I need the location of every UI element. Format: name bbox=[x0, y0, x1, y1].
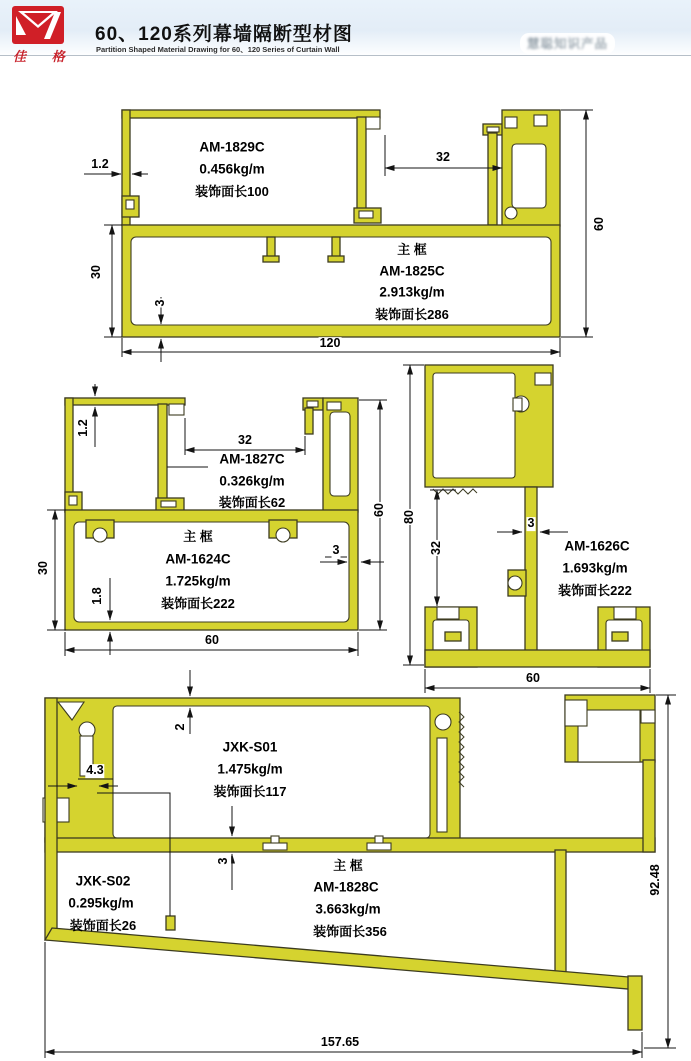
profile-web bbox=[525, 487, 537, 652]
profile-notch bbox=[535, 373, 551, 385]
profile-role: 主 框 bbox=[333, 857, 363, 873]
dim-text: 3 bbox=[527, 516, 535, 531]
profile-bottom-wall bbox=[628, 976, 642, 1030]
dim-text: 60 bbox=[205, 633, 219, 648]
dim-text: 60 bbox=[526, 671, 540, 686]
profile-notch bbox=[367, 843, 391, 850]
drawing-60-series bbox=[47, 384, 387, 656]
profile-notch bbox=[437, 607, 459, 619]
profile-notch bbox=[276, 528, 290, 542]
main-frame-cavity bbox=[131, 237, 551, 325]
dim-text: 32 bbox=[429, 541, 444, 555]
profile-tab-foot bbox=[328, 256, 344, 262]
profile-model: JXK-S01 bbox=[222, 739, 278, 755]
profile-hook-notch bbox=[565, 700, 587, 726]
profile-clip-leg bbox=[488, 133, 497, 225]
profile-weight: 1.475kg/m bbox=[217, 761, 283, 777]
profile-model: AM-1828C bbox=[313, 879, 379, 895]
profile-notch bbox=[505, 117, 517, 128]
profile-wall bbox=[158, 404, 167, 505]
profile-notch bbox=[307, 401, 318, 407]
watermark-text: 慧聪知识产品 bbox=[527, 37, 609, 51]
profile-model: AM-1825C bbox=[379, 263, 445, 279]
profile-tab bbox=[166, 916, 175, 930]
profile-weight: 1.693kg/m bbox=[562, 560, 628, 576]
page-title: 60、120系列幕墙隔断型材图 bbox=[95, 24, 353, 45]
profile-notch bbox=[359, 211, 373, 218]
profile-notch bbox=[126, 200, 134, 209]
profile-slot bbox=[330, 412, 350, 496]
profile-weight: 0.326kg/m bbox=[219, 473, 285, 489]
profile-notch bbox=[69, 496, 77, 505]
profile-face: 装饰面长286 bbox=[375, 306, 449, 322]
dim-text: 30 bbox=[36, 561, 51, 575]
profile-top-bar bbox=[122, 110, 380, 118]
profile-hook-notch bbox=[508, 576, 522, 590]
dim-text: 80 bbox=[402, 510, 417, 524]
profile-hook bbox=[445, 632, 461, 641]
dim-text: 1.2 bbox=[91, 157, 109, 172]
profile-web bbox=[555, 850, 566, 972]
dim-text: 2 bbox=[173, 723, 188, 731]
profile-hook-notch bbox=[435, 714, 451, 730]
dim-text: 3 bbox=[332, 543, 340, 558]
dim-text: 157.65 bbox=[320, 1035, 360, 1050]
profile-tab-foot bbox=[263, 256, 279, 262]
profile-weight: 2.913kg/m bbox=[379, 284, 445, 300]
profile-notch bbox=[263, 843, 287, 850]
dim-text: 30 bbox=[89, 265, 104, 279]
profile-model: AM-1624C bbox=[165, 551, 231, 567]
profile-role: 主 框 bbox=[183, 528, 213, 544]
profile-notch bbox=[161, 501, 176, 507]
profile-hook bbox=[612, 632, 628, 641]
profile-notch bbox=[641, 710, 655, 723]
profile-face: 装饰面长222 bbox=[558, 582, 632, 598]
profile-notch bbox=[327, 402, 341, 410]
profile-weight: 0.456kg/m bbox=[199, 161, 265, 177]
profile-slot bbox=[512, 144, 546, 208]
profile-notch bbox=[93, 528, 107, 542]
profile-wall bbox=[357, 117, 366, 211]
dim-text: 92.48 bbox=[648, 864, 663, 896]
profile-model: AM-1827C bbox=[219, 451, 285, 467]
profile-face: 装饰面长100 bbox=[195, 183, 269, 199]
profile-cavity bbox=[433, 373, 515, 478]
dim-text: 1.8 bbox=[90, 587, 105, 605]
page-subtitle: Partition Shaped Material Drawing for 60、120 Series of Curtain Wall bbox=[96, 45, 340, 54]
profile-right-wall bbox=[643, 760, 655, 852]
dim-text: 60 bbox=[592, 217, 607, 231]
dim-text: 60 bbox=[372, 503, 387, 517]
dim-text: 32 bbox=[238, 433, 252, 448]
profile-notch bbox=[487, 127, 499, 132]
profile-weight: 3.663kg/m bbox=[315, 901, 381, 917]
profile-weight: 0.295kg/m bbox=[68, 895, 134, 911]
profile-base bbox=[425, 650, 650, 667]
profile-left-wall bbox=[45, 698, 57, 940]
profile-model: JXK-S02 bbox=[75, 873, 131, 889]
profile-face: 装饰面长222 bbox=[161, 595, 235, 611]
profile-notch bbox=[169, 404, 184, 415]
dim-text: 3 bbox=[216, 857, 231, 865]
profile-role: 主 框 bbox=[397, 241, 427, 257]
dim-text: 3 bbox=[153, 299, 168, 307]
logo-characters: 佳 格 bbox=[13, 49, 76, 64]
drawing-120-series bbox=[84, 110, 593, 362]
profile-notch bbox=[366, 117, 380, 129]
profile-slot bbox=[437, 738, 447, 832]
profile-face: 装饰面长62 bbox=[218, 494, 286, 510]
dim-text: 32 bbox=[436, 150, 450, 165]
profile-weight: 1.725kg/m bbox=[165, 573, 231, 589]
dim-text: 120 bbox=[319, 336, 341, 351]
profile-face: 装饰面长26 bbox=[69, 917, 137, 933]
profile-face: 装饰面长117 bbox=[213, 783, 287, 799]
profile-face: 装饰面长356 bbox=[313, 923, 387, 939]
dim-text: 4.3 bbox=[86, 763, 104, 778]
profile-notch bbox=[534, 115, 547, 126]
profile-notch bbox=[614, 607, 636, 619]
profile-model: AM-1626C bbox=[564, 538, 630, 554]
profile-model: AM-1829C bbox=[199, 139, 265, 155]
profile-curl bbox=[505, 207, 517, 219]
dim-text: 1.2 bbox=[76, 419, 91, 437]
profile-notch bbox=[513, 398, 522, 411]
profile-clip-leg bbox=[305, 408, 313, 434]
